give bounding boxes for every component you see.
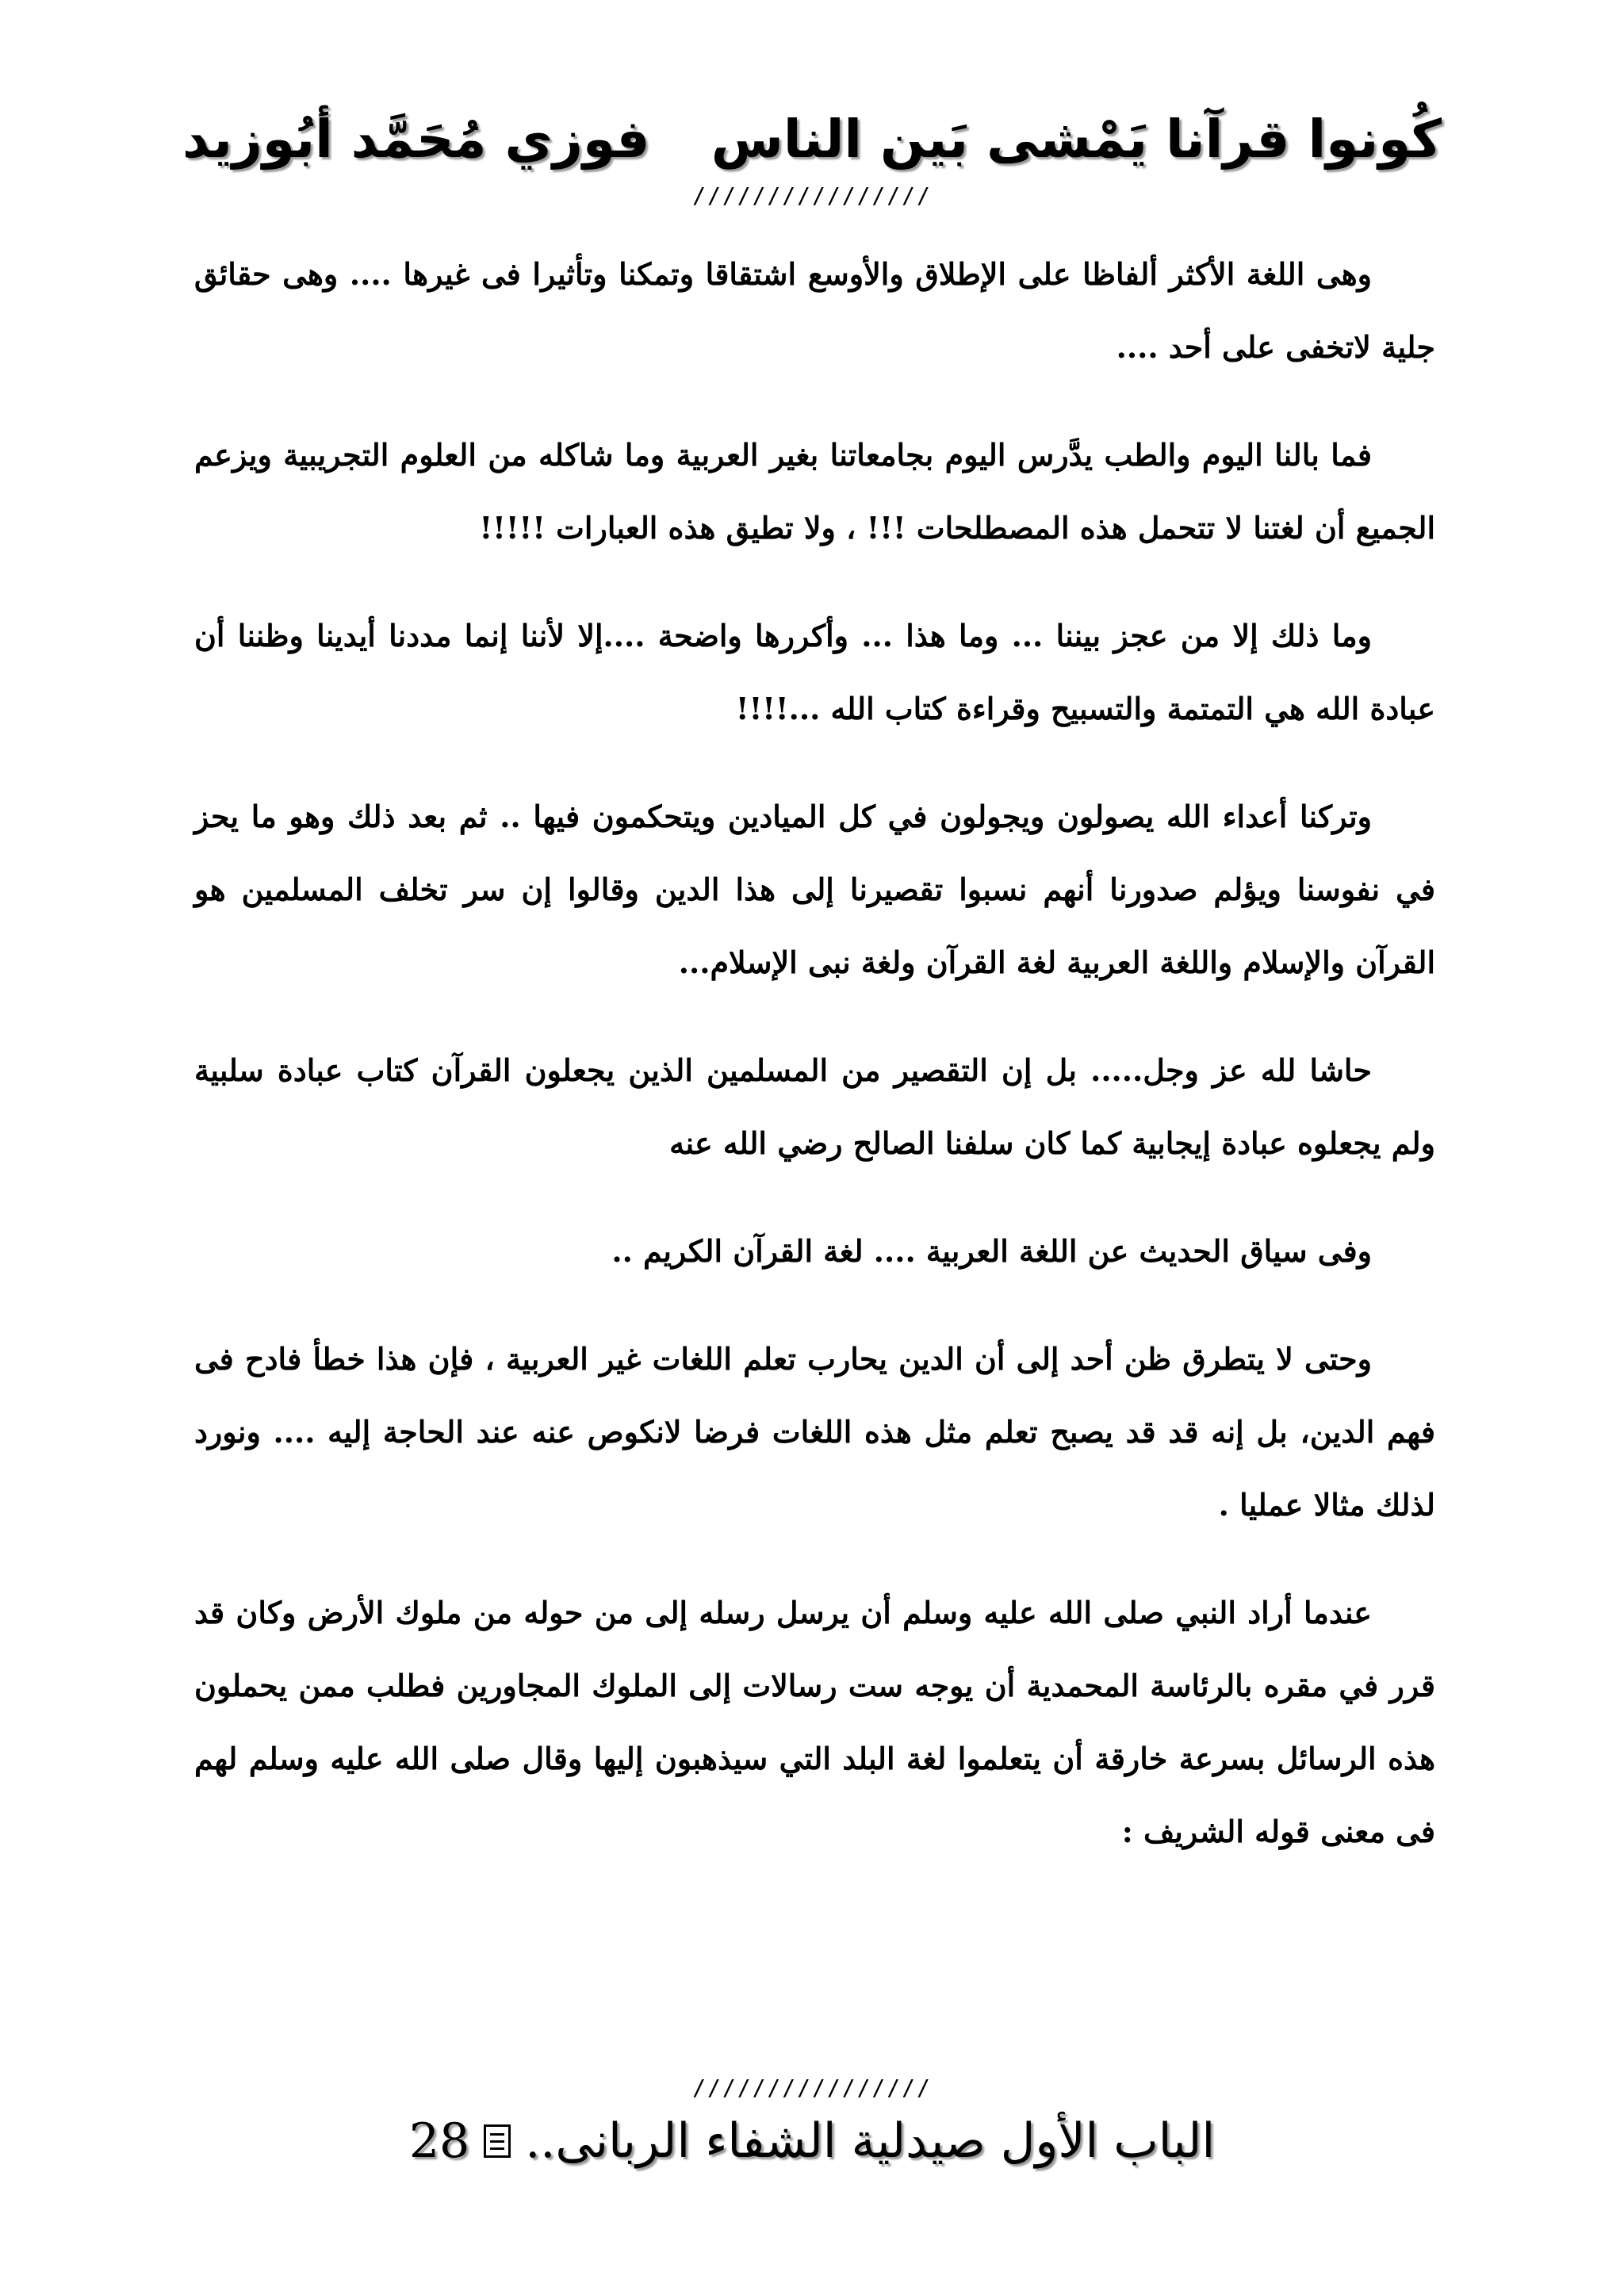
paragraph: وهى اللغة الأكثر ألفاظا على الإطلاق والأوسع اشتقاقا وتمكنا وتأثيرا فى غيرها .... وهى حقائق جلية لاتخفى على أحد .... <box>194 256 1435 365</box>
author-name: فوزي مُحَمَّد أبُوزيد <box>182 108 650 170</box>
header-divider: //////////////// <box>692 182 932 209</box>
chapter-title: الباب الأول صيدلية الشفاء الربانى.. <box>525 2113 1216 2169</box>
paragraph: حاشا لله عز وجل..... بل إن التقصير من المسلمين الذين يجعلون القرآن كتاب عبادة سلبية ولم يجعلوه عبادة إيجابية كما كان سلفنا الصالح رضي الله عنه <box>194 1052 1435 1161</box>
body-text <box>194 238 1435 1903</box>
paragraph: وحتى لا يتطرق ظن أحد إلى أن الدين يحارب تعلم اللغات غير العربية ، فإن هذا خطأ فادح فى فهم الدين، بل إنه قد قد يصبح تعلم مثل هذه اللغات فرضا لانكوص عنه عند الحاجة إليه .... ونورد لذلك مثالا عمليا . <box>194 1341 1435 1523</box>
footer-divider: //////////////// <box>692 2075 932 2101</box>
paragraph: وتركنا أعداء الله يصولون ويجولون في كل الميادين ويتحكمون فيها .. ثم بعد ذلك وهو ما يحز في نفوسنا ويؤلم صدورنا أنهم نسبوا تقصيرنا إلى هذا الدين وقالوا إن سر تخلف المسلمين هو القرآن والإسلام واللغة العربية لغة القرآن ولغة نبى الإسلام... <box>194 799 1435 980</box>
paragraph: وفى سياق الحديث عن اللغة العربية .... لغة القرآن الكريم .. <box>611 1233 1372 1269</box>
page-header <box>182 95 1442 182</box>
paragraph: فما بالنا اليوم والطب يدَّرس اليوم بجامعاتنا بغير العربية وما شاكله من العلوم التجريبية ويزعم الجميع أن لغتنا لا تتحمل هذه المصطلحات !!! ، ولا تطيق هذه العبارات !!!!! <box>194 437 1435 546</box>
page-icon <box>484 2124 511 2158</box>
book-title: كُونوا قرآنا يَمْشى بَين الناس <box>710 108 1442 170</box>
paragraph: عندما أراد النبي صلى الله عليه وسلم أن يرسل رسله إلى من حوله من ملوك الأرض وكان قد قرر في مقره بالرئاسة المحمدية أن يوجه ست رسالات إلى الملوك المجاورين فطلب ممن يحملون هذه الرسائل بسرعة خارقة أن يتعلموا لغة البلد التي سيذهبون إليها وقال صلى الله عليه وسلم لهم فى معنى قوله الشريف : <box>194 1595 1435 1849</box>
page-number: 28 <box>408 2113 470 2169</box>
page-footer <box>0 2101 1624 2181</box>
paragraph: وما ذلك إلا من عجز بيننا ... وما هذا ... وأكررها واضحة ....إلا لأننا إنما مددنا أيدينا وظننا أن عبادة الله هي التمتمة والتسبيح وقراءة كتاب الله ...!!!! <box>194 618 1435 726</box>
